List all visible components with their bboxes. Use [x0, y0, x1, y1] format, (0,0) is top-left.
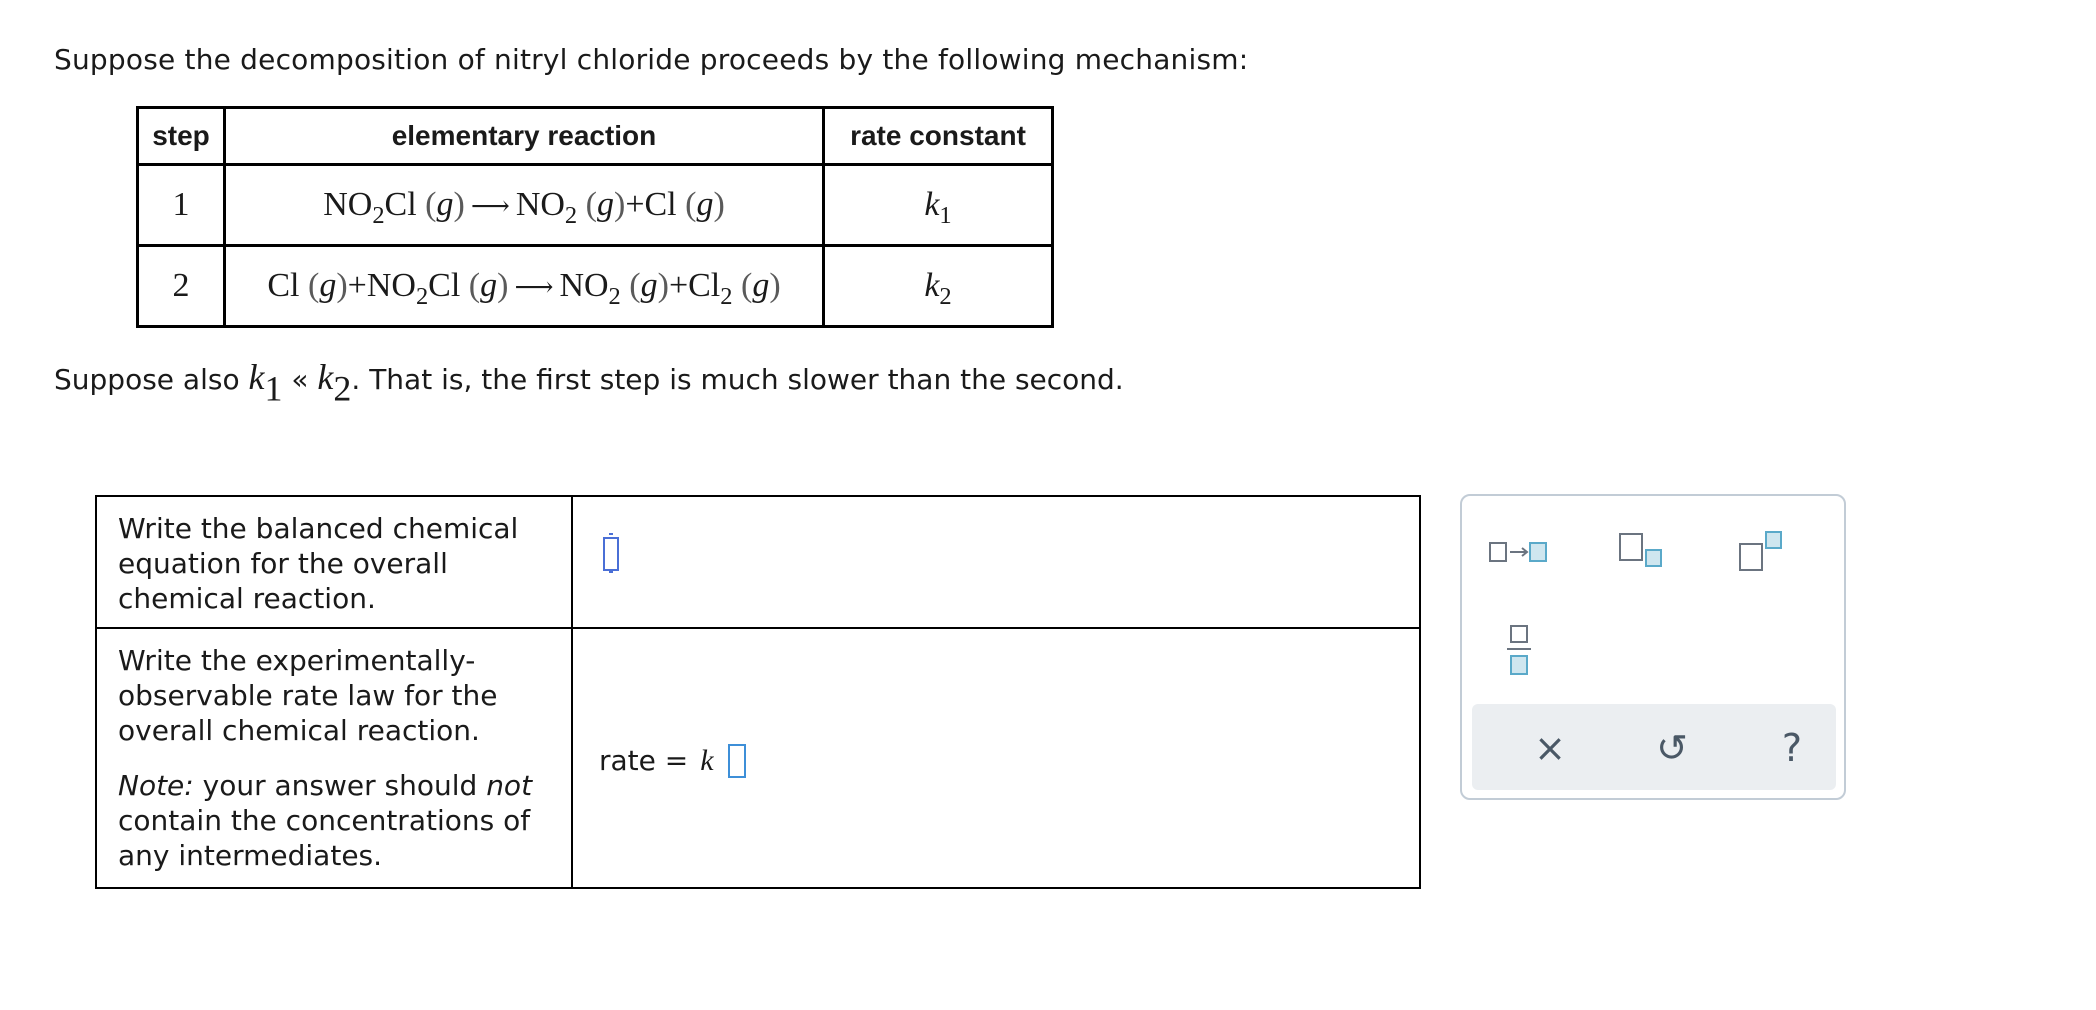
question-table: [95, 495, 1421, 889]
math-palette: [1460, 494, 1846, 800]
step-number: 2: [138, 246, 225, 327]
reaction-arrow-button[interactable]: [1480, 522, 1560, 582]
rate-constant-1: $k_1$: [824, 165, 1053, 246]
note-text: Note: your answer should not contain the concentrations of any intermediates.: [118, 769, 533, 872]
mechanism-header-row: [138, 108, 1053, 165]
header-step: step: [138, 108, 225, 165]
close-icon: ×: [1534, 726, 1566, 770]
fraction-icon: [1480, 622, 1560, 682]
intro-text: Suppose the decomposition of nitryl chloride proceeds by the following mechanism:: [54, 43, 1249, 76]
step-number: 1: [138, 165, 225, 246]
rate-expression: rate = k: [599, 743, 746, 778]
palette-tool-row: [1472, 704, 1836, 790]
rate-constant-2: $k_2$: [824, 246, 1053, 327]
question-row-equation: [96, 496, 1420, 628]
elementary-reaction-2: Cl $(g)+NO_2Cl$ (g) ⟶ $NO_2$ $(g)+Cl_2$ (g): [225, 246, 824, 327]
help-button[interactable]: [1762, 720, 1822, 776]
header-elementary-reaction: elementary reaction: [225, 108, 824, 165]
help-icon: ?: [1781, 726, 1803, 770]
superscript-icon: [1724, 522, 1804, 582]
rate-law-answer-cell: [572, 628, 1420, 888]
question-prompt: Write the balanced chemical equation for the overall chemical reaction.: [96, 496, 572, 628]
undo-button[interactable]: [1642, 720, 1702, 776]
reaction-arrow-icon: [1480, 522, 1560, 582]
clear-button[interactable]: [1520, 720, 1580, 776]
mechanism-table: [136, 106, 1054, 328]
header-rate-constant: rate constant: [824, 108, 1053, 165]
superscript-button[interactable]: [1724, 522, 1804, 582]
subscript-button[interactable]: [1604, 522, 1684, 582]
text-cursor-icon: [603, 537, 619, 571]
question-row-rate-law: [96, 628, 1420, 888]
mechanism-row-1: [138, 165, 1053, 246]
mechanism-row-2: [138, 246, 1053, 327]
rate-law-input[interactable]: [728, 744, 746, 778]
undo-icon: ↺: [1656, 726, 1688, 770]
subscript-icon: [1604, 522, 1684, 582]
equation-answer-field[interactable]: [572, 496, 1420, 628]
fraction-button[interactable]: [1480, 622, 1560, 682]
elementary-reaction-1: $NO_2Cl$ (g) ⟶ $NO_2$ (g)+Cl (g): [225, 165, 824, 246]
assumption-text: Suppose also $k_1$ « $k_2$. That is, the first step is much slower than the second.: [54, 357, 1124, 409]
question-prompt: Write the experimentally-observable rate law for the overall chemical reaction. Note: your answer should not contain the concentrations of any intermediates.: [96, 628, 572, 888]
